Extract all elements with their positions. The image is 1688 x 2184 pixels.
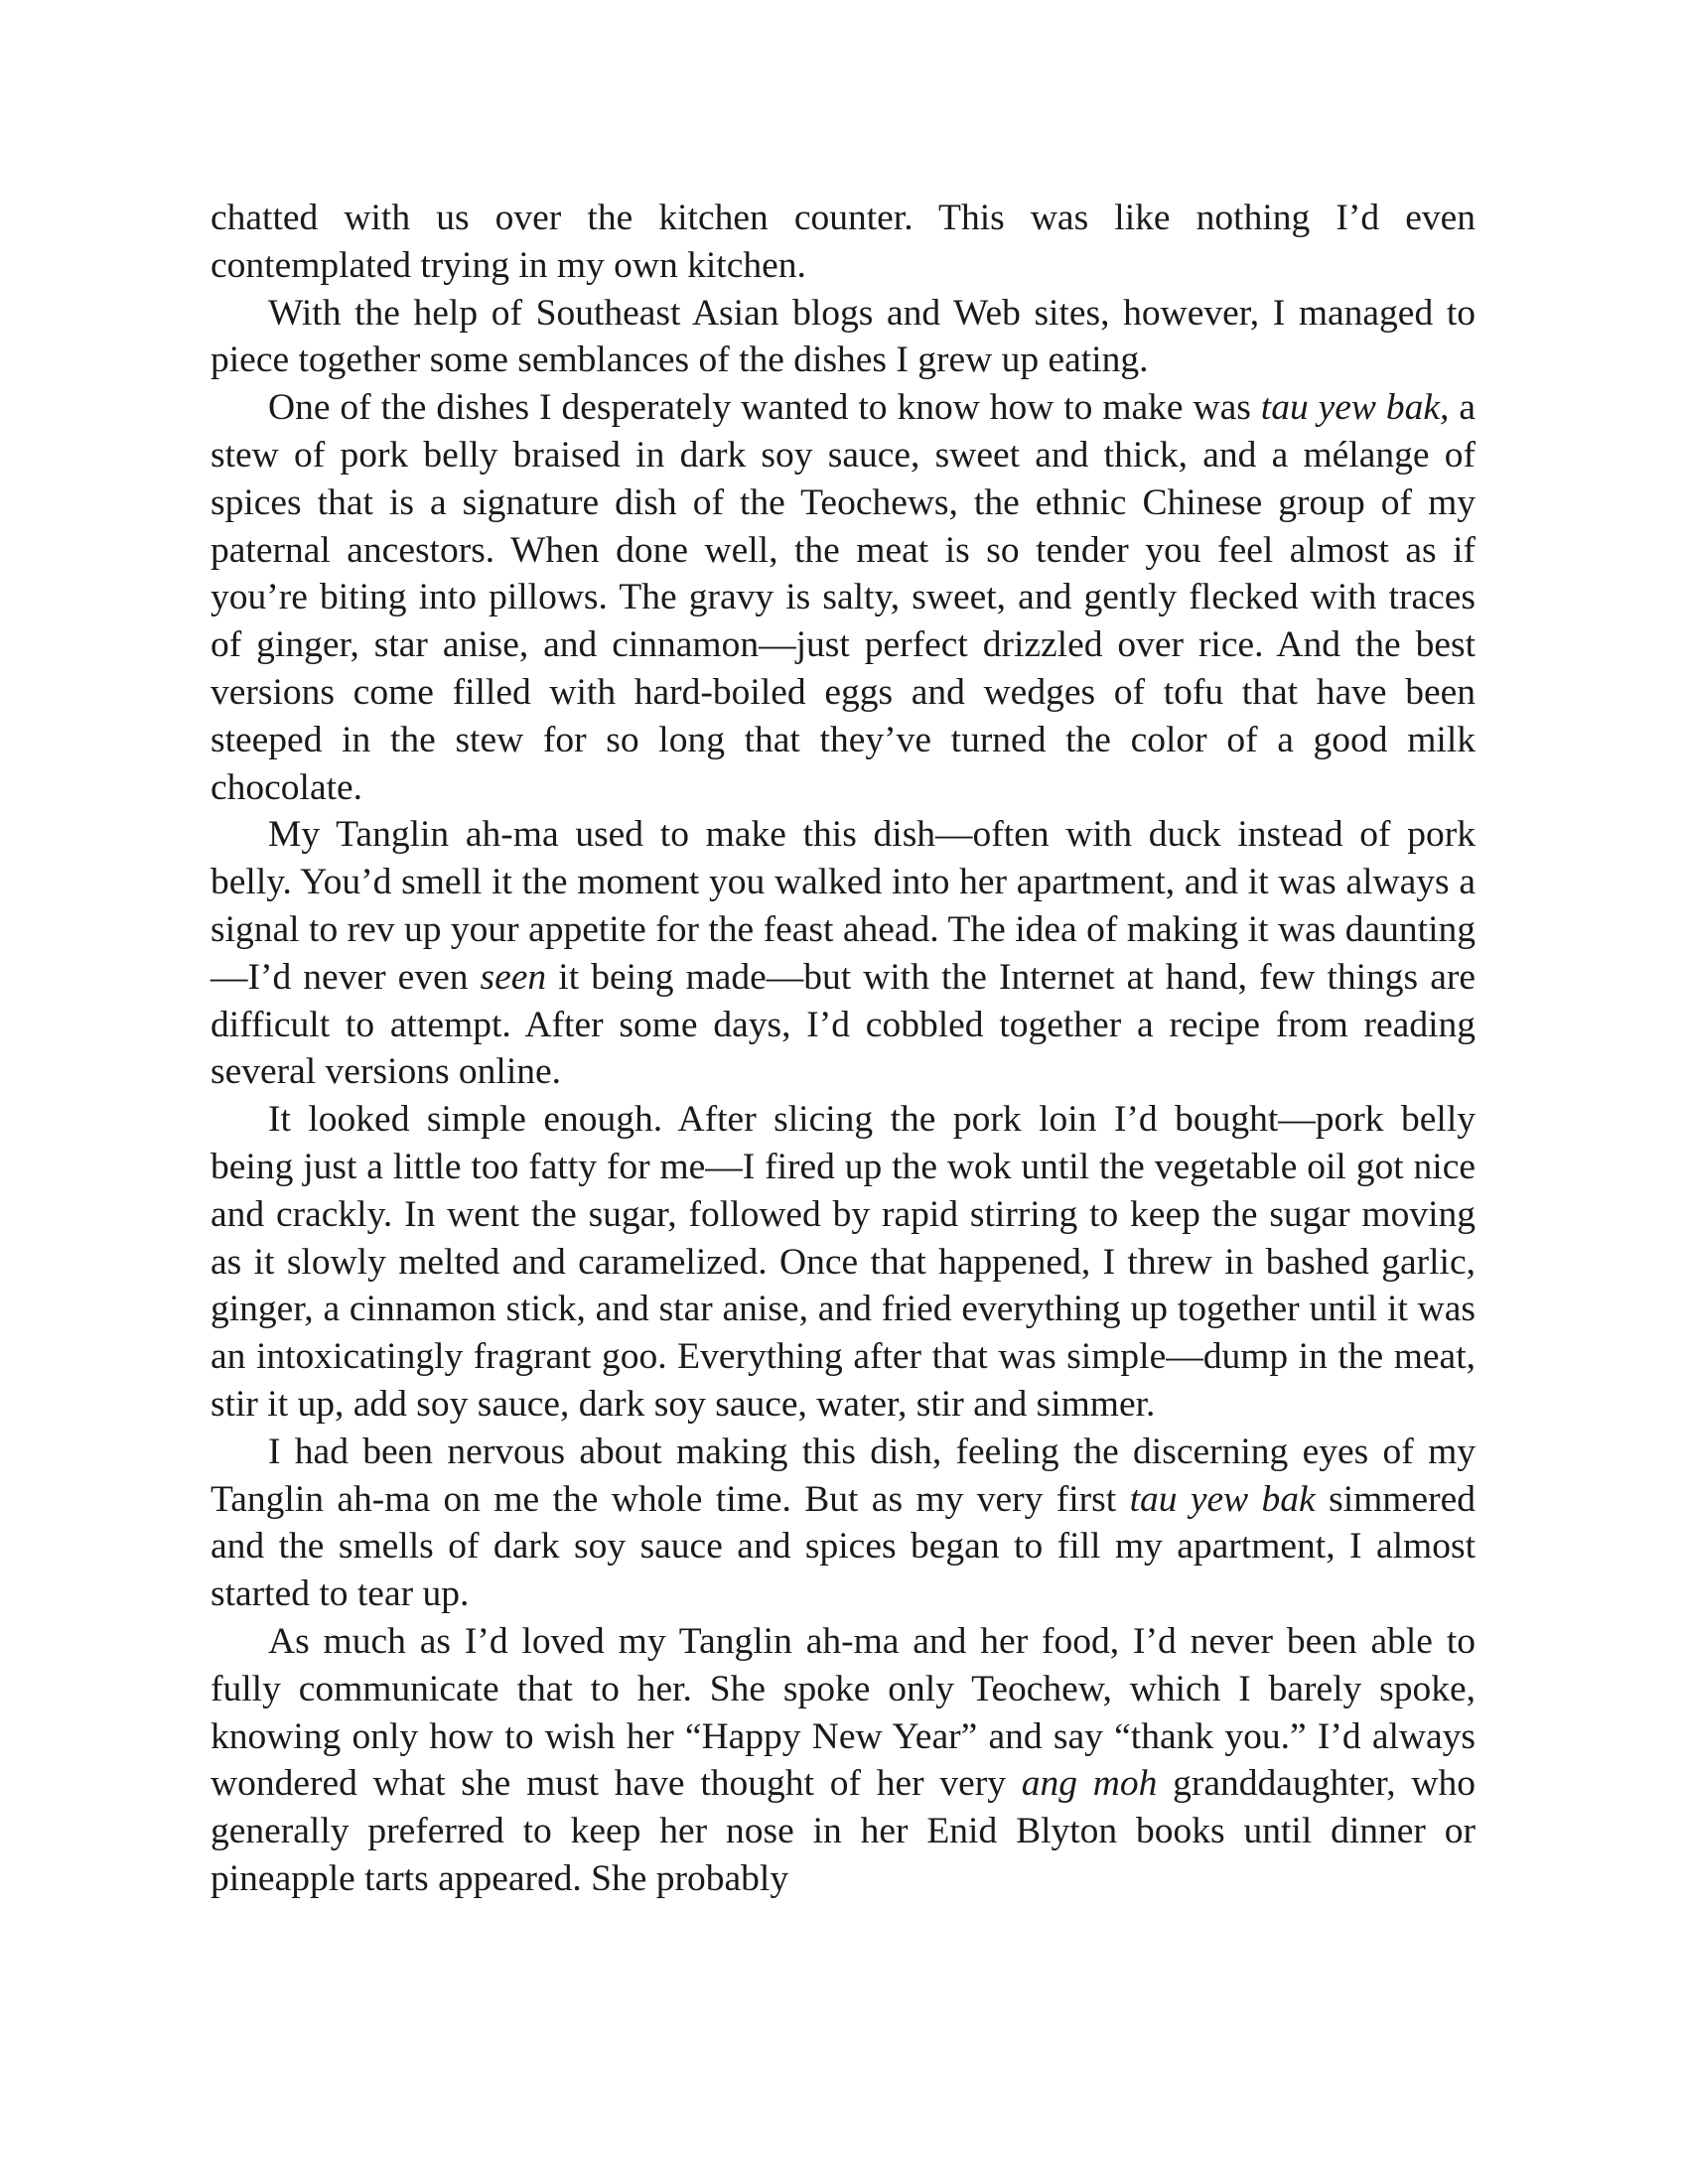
body-paragraph <box>211 1096 1476 1429</box>
paragraph-text: simmered and the smells of dark soy sauce and spices began to fill my apartment, I almost started to tear up. <box>211 1478 1476 1615</box>
paragraph-text: it being made—but with the Internet at hand, few things are difficult to attempt. After some days, I’d cobbled together a recipe from reading several versions online. <box>211 956 1476 1093</box>
paragraph-text: My Tanglin ah-ma used to make this dish—often with duck instead of pork belly. You’d smell it the moment you walked into her apartment, and it was always a signal to rev up your appetite for the feast ahead. The idea of making it was daunting—I’d never even <box>211 814 1476 998</box>
body-paragraph <box>211 811 1476 1096</box>
paragraph-text: a stew of pork belly braised in dark soy sauce, sweet and thick, and a mélange of spices that is a signature dish of the Teochews, the ethnic Chinese group of my paternal ancestors. When done well, the meat is so tender you feel almost as if you’re biting into pillows. The gravy is salty, sweet, and gently flecked with traces of ginger, star anise, and cinnamon—just perfect drizzled over rice. And the best versions come filled with hard-boiled eggs and wedges of tofu that have been steeped in the stew for so long that they’ve turned the color of a good milk chocolate. <box>211 387 1476 808</box>
body-paragraph <box>211 1618 1476 1903</box>
paragraph-text: With the help of Southeast Asian blogs and Web sites, however, I managed to piece together some semblances of the dishes I grew up eating. <box>211 292 1476 381</box>
italic-phrase: tau yew bak, <box>1260 387 1450 429</box>
italic-phrase: seen <box>480 956 547 998</box>
book-page-body <box>211 195 1476 1903</box>
italic-phrase: ang moh <box>1021 1763 1158 1805</box>
paragraph-text: granddaughter, who generally preferred to keep her nose in her Enid Blyton books until dinner or pineapple tarts appeared. She probably <box>211 1763 1476 1899</box>
paragraph-text: It looked simple enough. After slicing the pork loin I’d bought—pork belly being just a little too fatty for me—I fired up the wok until the vegetable oil got nice and crackly. In went the sugar, followed by rapid stirring to keep the sugar moving as it slowly melted and caramelized. Once that happened, I threw in bashed garlic, ginger, a cinnamon stick, and star anise, and fried everything up together until it was an intoxicatingly fragrant goo. Everything after that was simple—dump in the meat, stir it up, add soy sauce, dark soy sauce, water, stir and simmer. <box>211 1099 1476 1425</box>
paragraph-text: As much as I’d loved my Tanglin ah-ma and her food, I’d never been able to fully communicate that to her. She spoke only Teochew, which I barely spoke, knowing only how to wish her “Happy New Year” and say “thank you.” I’d always wondered what she must have thought of her very <box>211 1620 1476 1805</box>
body-paragraph <box>211 290 1476 385</box>
paragraph-text: I had been nervous about making this dish, feeling the discerning eyes of my Tanglin ah-ma on me the whole time. But as my very first <box>211 1431 1476 1520</box>
body-paragraph <box>211 1429 1476 1618</box>
body-paragraph <box>211 195 1476 290</box>
body-paragraph <box>211 384 1476 811</box>
italic-phrase: tau yew bak <box>1129 1478 1316 1520</box>
paragraph-text: One of the dishes I desperately wanted to know how to make was <box>268 387 1261 429</box>
paragraph-text: chatted with us over the kitchen counter. This was like nothing I’d even contemplated trying in my own kitchen. <box>211 198 1476 286</box>
